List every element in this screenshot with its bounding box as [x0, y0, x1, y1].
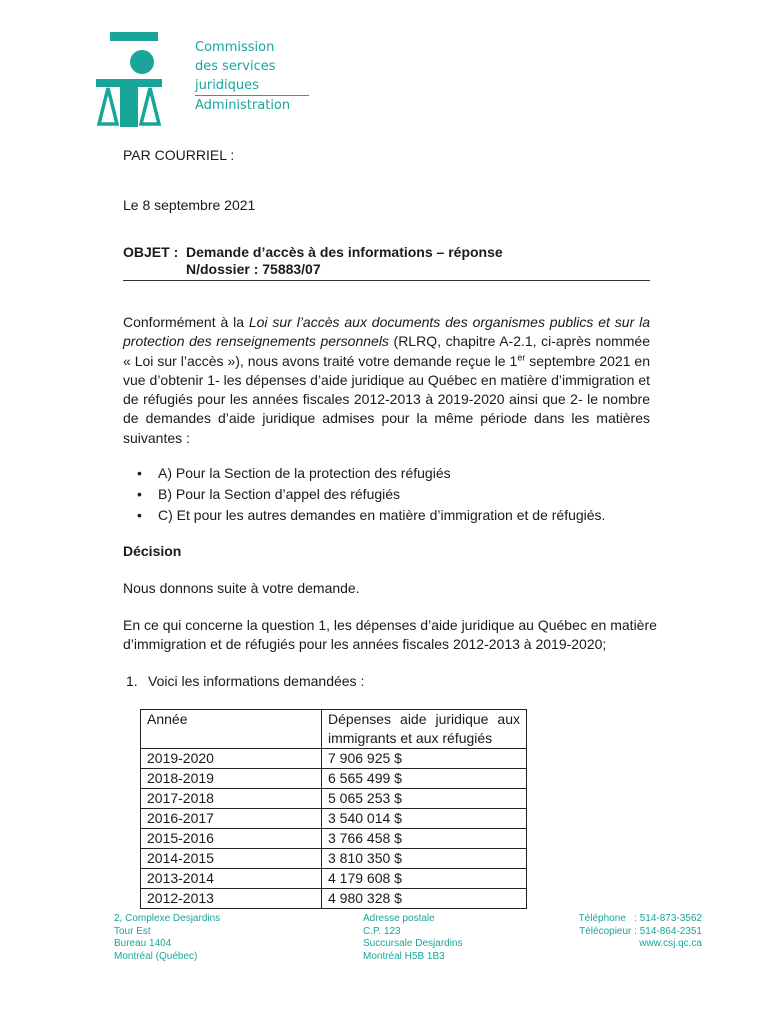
footer-postal-address: Adresse postale C.P. 123 Succursale Desjardins Montréal H5B 1B3: [363, 913, 463, 962]
table-row: 2013-2014 4 179 608 $: [141, 869, 527, 889]
list-item: • C) Et pour les autres demandes en matière d’immigration et de réfugiés.: [123, 505, 663, 526]
question1-paragraph: En ce qui concerne la question 1, les dépenses d’aide juridique au Québec en matière d’immigration et de réfugiés pour les années fiscales 2012-2013 à 2019-2020;: [123, 617, 657, 653]
decision-text: Nous donnons suite à votre demande.: [123, 580, 360, 596]
numbered-item: 1. Voici les informations demandées :: [126, 673, 365, 689]
subject-label: OBJET :: [123, 244, 179, 260]
csj-logo: [96, 32, 162, 128]
table-row: 2017-2018 5 065 253 $: [141, 789, 527, 809]
subject-block: [123, 244, 650, 281]
table-row: 2015-2016 3 766 458 $: [141, 829, 527, 849]
letter-date: Le 8 septembre 2021: [123, 197, 256, 213]
organization-name: Commission des services juridiques Administration: [195, 38, 309, 115]
table-header-row: Année Dépenses aide juridique aux immigrants et aux réfugiés: [141, 710, 527, 749]
table-row: 2016-2017 3 540 014 $: [141, 809, 527, 829]
expenses-table: [140, 709, 527, 909]
table-row: 2019-2020 7 906 925 $: [141, 749, 527, 769]
footer-contact: Téléphone : 514-873-3562 Télécopieur : 514-864-2351 www.csj.qc.ca: [578, 913, 702, 949]
subject-title: Demande d’accès à des informations – réponse: [186, 244, 503, 260]
intro-paragraph: Conformément à la Loi sur l’accès aux documents des organismes publics et sur la protection des renseignements personnels (RLRQ, chapitre A-2.1, ci-après nommée « Loi sur l’accès »), nous avons traité votre demande reçue le 1er septembre 2021 en vue d’obtenir 1- les dépenses d’aide juridique au Québec en matière d’immigration et de réfugiés pour les années fiscales 2012-2013 à 2019-2020 ainsi que 2- le nombre de demandes d’aide juridique admises pour la même période dans les matières suivantes :: [123, 314, 650, 446]
request-list: [123, 463, 663, 526]
table-row: 2014-2015 3 810 350 $: [141, 849, 527, 869]
table-row: 2012-2013 4 980 328 $: [141, 889, 527, 909]
list-item: • B) Pour la Section d’appel des réfugiés: [123, 484, 663, 505]
footer-street-address: 2, Complexe Desjardins Tour Est Bureau 1404 Montréal (Québec): [114, 913, 221, 962]
website-link[interactable]: www.csj.qc.ca: [639, 938, 702, 949]
decision-heading: Décision: [123, 543, 182, 559]
file-number: N/dossier : 75883/07: [186, 261, 321, 277]
delivery-mode: PAR COURRIEL :: [123, 147, 235, 163]
table-row: 2018-2019 6 565 499 $: [141, 769, 527, 789]
list-item: • A) Pour la Section de la protection des réfugiés: [123, 463, 663, 484]
